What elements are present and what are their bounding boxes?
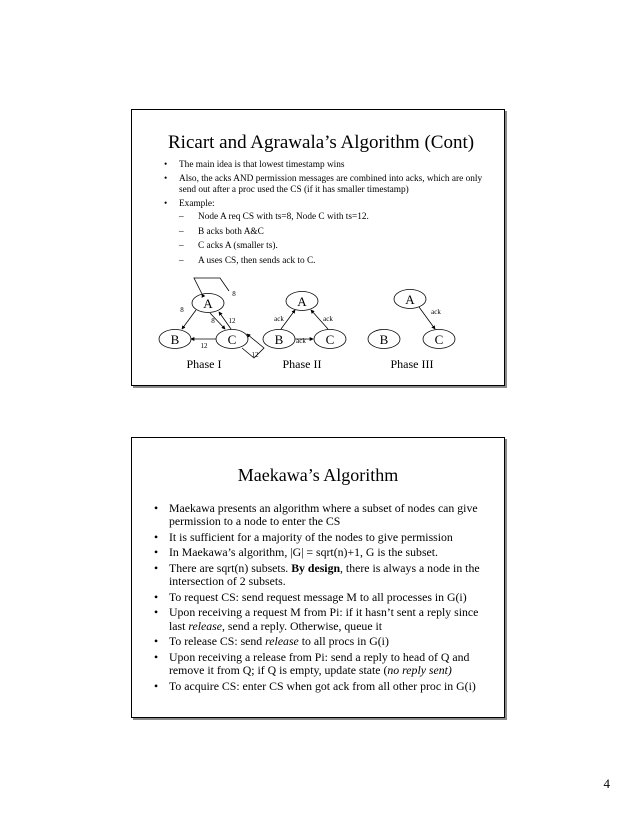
phase1-node-b-label: B <box>170 332 180 347</box>
bullet-item: • Maekawa presents an algorithm where a subset of nodes can give permission to a node to enter the CS <box>152 502 494 528</box>
phase1-node-a-label: A <box>203 296 213 311</box>
bullet-item: • Also, the acks AND permission messages are combined into acks, which are only send out after a proc used the CS (if it has smaller timestamp) <box>164 174 486 197</box>
bullet-item <box>152 606 494 632</box>
edge-label: 8 <box>232 290 236 298</box>
edge-label: ack <box>431 308 441 316</box>
phase-diagram <box>132 110 504 385</box>
bullet-list <box>152 502 494 695</box>
bullet-item <box>152 635 494 648</box>
bullet-item <box>152 562 494 588</box>
bullet-text: , there is always a node in the intersection of 2 subsets. <box>169 560 480 589</box>
phase-label: Phase II <box>282 357 322 371</box>
phase3-node-a-label: A <box>405 292 415 307</box>
page-number: 4 <box>603 776 610 791</box>
bullet-text: to all procs in G(i) <box>298 634 389 649</box>
bullet-text: Upon receiving a release from Pi: send a reply to head of Q and remove it from Q; if Q is empty, update state ( <box>169 649 470 677</box>
bullet-text: Example: <box>179 198 215 209</box>
italic-text: no reply sent) <box>387 662 452 677</box>
bullet-item: • The main idea is that lowest timestamp wins <box>164 160 486 172</box>
phase3-node-b-label: B <box>379 332 389 347</box>
italic-text: release <box>265 634 299 649</box>
edge-label: 8 <box>211 317 215 325</box>
edge-label: ack <box>274 315 284 323</box>
bullet-text: , send a reply. Otherwise, queue it <box>221 618 383 633</box>
phase3-node-c-label: C <box>434 332 444 347</box>
slide-title: Ricart and Agrawala’s Algorithm (Cont) <box>168 132 475 153</box>
bullet-item: • In Maekawa’s algorithm, |G| = sqrt(n)+1, G is the subset. <box>152 546 494 559</box>
bullet-item: • It is sufficient for a majority of the nodes to give permission <box>152 531 494 544</box>
phase1-node-c-label: C <box>227 332 237 347</box>
phase2-node-c-label: C <box>325 332 335 347</box>
edge-label: ack <box>323 315 333 323</box>
sub-bullet-item: – Node A req CS with ts=8, Node C with ts=12. <box>179 212 486 224</box>
edge-label: 12 <box>200 342 208 350</box>
bold-text: By design <box>291 560 341 575</box>
bullet-item: • To acquire CS: enter CS when got ack from all other proc in G(i) <box>152 680 494 693</box>
phase1-edge-a-b <box>182 310 196 329</box>
slide-ricart-agrawala <box>131 109 505 386</box>
phase1-self-loop-a <box>194 278 229 294</box>
sub-bullet-item: – B acks both A&C <box>179 227 486 239</box>
sub-bullet-item: – C acks A (smaller ts). <box>179 241 486 253</box>
bullet-item: • To request CS: send request message M to all processes in G(i) <box>152 591 494 604</box>
edge-label: 12 <box>251 351 259 359</box>
slide-title: Maekawa’s Algorithm <box>237 465 399 485</box>
edge-label: 8 <box>180 306 184 314</box>
edge-label: 12 <box>228 317 236 325</box>
bullet-text: There are sqrt(n) subsets. <box>169 560 292 575</box>
bullet-text: Upon receiving a request M from Pi: if it hasn’t sent a reply since last <box>169 605 479 633</box>
bullet-item <box>152 651 494 677</box>
bullet-text: To release CS: send <box>169 634 266 649</box>
phase2-node-b-label: B <box>274 332 284 347</box>
edge-label: ack <box>296 337 306 345</box>
italic-text: release <box>188 618 222 633</box>
phase-label: Phase I <box>186 357 222 371</box>
phase-label: Phase III <box>390 357 434 371</box>
sub-bullet-item: – A uses CS, then sends ack to C. <box>179 256 486 268</box>
phase2-node-a-label: A <box>297 294 307 309</box>
slide-maekawa <box>131 437 505 718</box>
